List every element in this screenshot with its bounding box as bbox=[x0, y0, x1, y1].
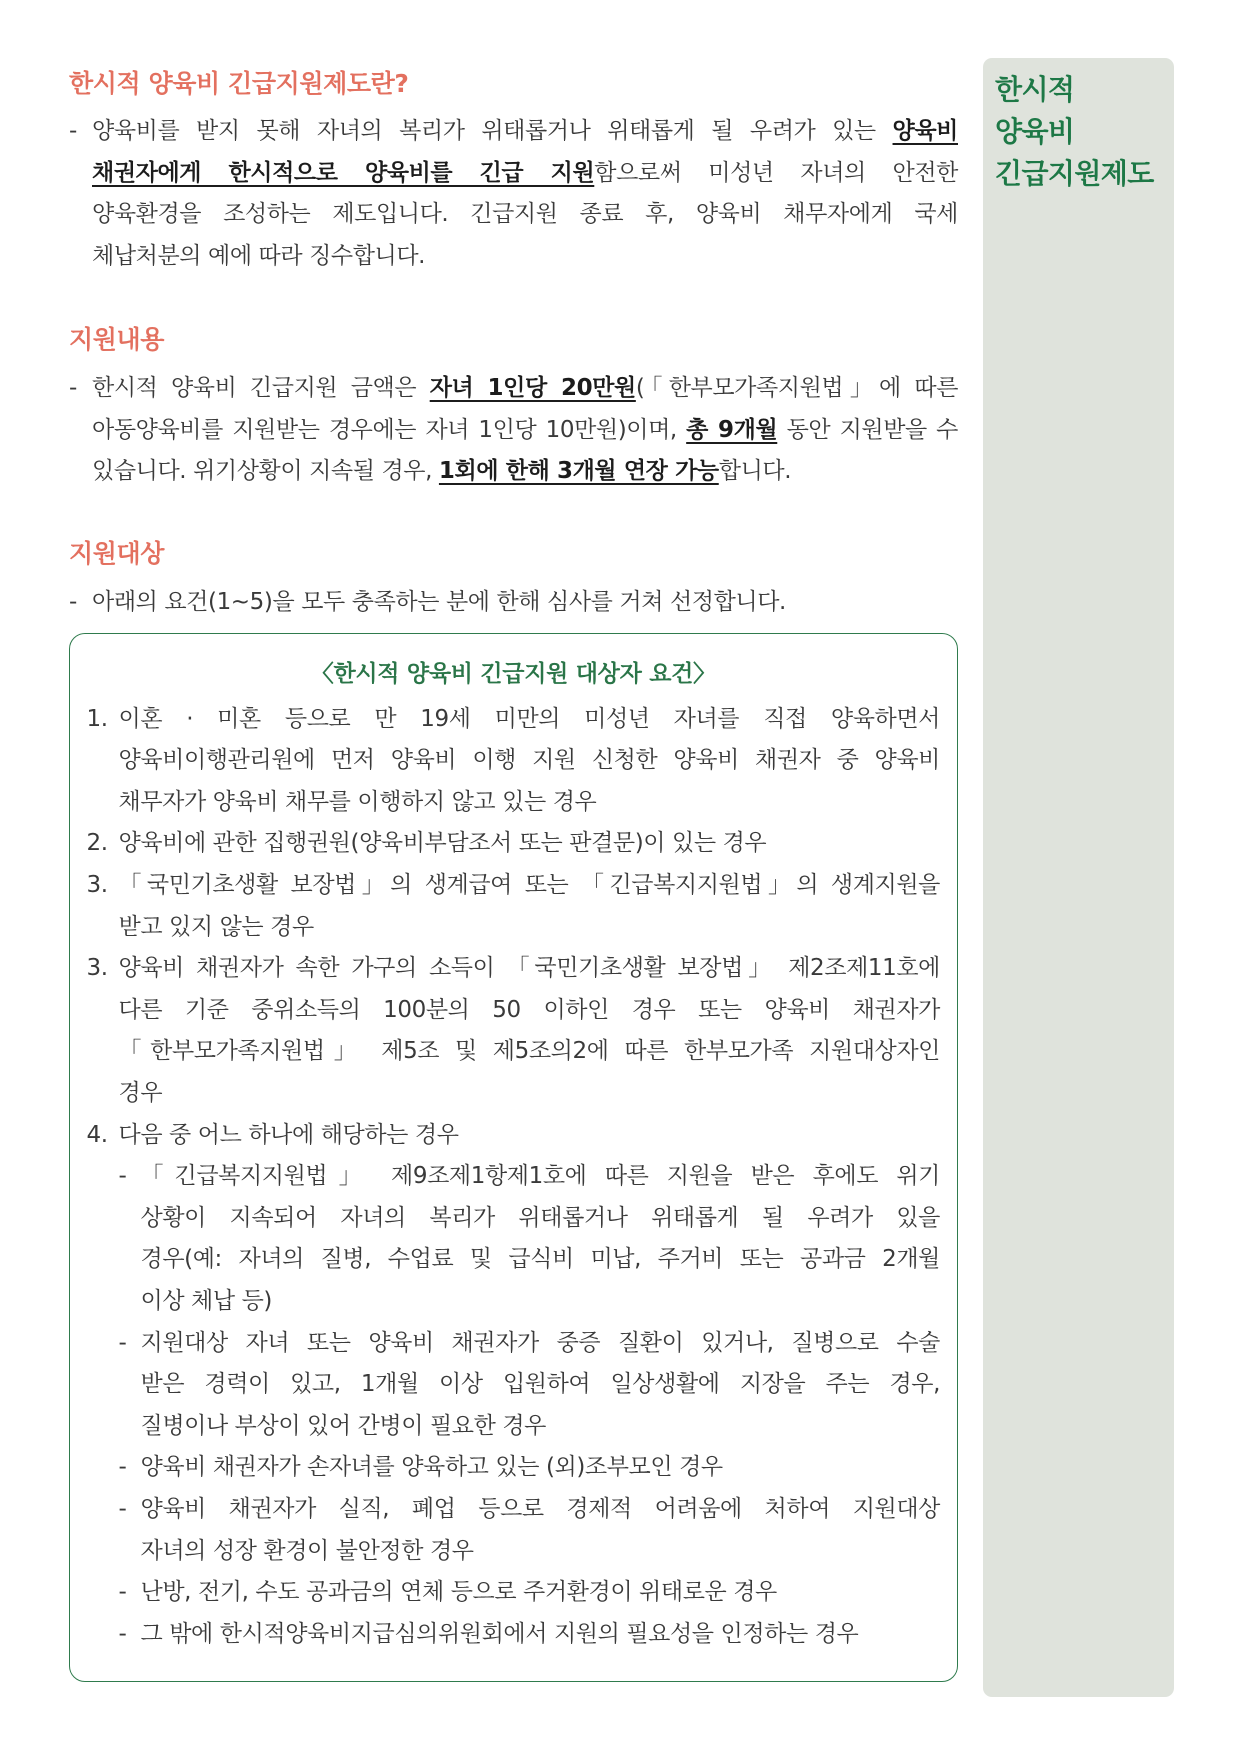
sub-lines bbox=[141, 1156, 941, 1322]
dash-bullet: - bbox=[69, 375, 77, 402]
text-line: 경우 bbox=[118, 1080, 163, 1107]
sub-requirement bbox=[119, 1489, 941, 1572]
text-line bbox=[92, 111, 958, 153]
section-about bbox=[69, 63, 958, 278]
item-lines bbox=[119, 948, 941, 1114]
requirements-box-title: 〈한시적 양육비 긴급지원 대상자 요건〉 bbox=[310, 660, 716, 687]
emphasis-text: 채권자에게 한시적으로 양육비를 긴급 지원 bbox=[92, 159, 595, 186]
text-line: 채무자가 양육비 채무를 이행하지 않고 있는 경우 bbox=[118, 788, 597, 815]
sub-requirement bbox=[119, 1614, 941, 1656]
emphasis-text: 1회에 한해 3개월 연장 가능 bbox=[438, 458, 719, 485]
sidebar-title-line: 양육비 bbox=[995, 115, 1075, 148]
text-run: (「한부모가족지원법」에 따른 bbox=[635, 375, 959, 402]
text-line: 「한부모가족지원법」 제5조 및 제5조의2에 따른 한부모가족 지원대상자인 bbox=[118, 1038, 940, 1065]
sub-requirement bbox=[119, 1323, 941, 1448]
text-line: 다음 중 어느 하나에 해당하는 경우 bbox=[118, 1121, 459, 1148]
sub-lines bbox=[141, 1614, 941, 1656]
text-run: 한시적 양육비 긴급지원 금액은 bbox=[92, 375, 430, 402]
text-line: 양육비 채권자가 손자녀를 양육하고 있는 (외)조부모인 경우 bbox=[140, 1454, 723, 1481]
requirements-list bbox=[87, 699, 941, 1656]
dash-bullet: - bbox=[118, 1495, 127, 1522]
text-line: 질병이나 부상이 있어 간병이 필요한 경우 bbox=[140, 1412, 546, 1439]
text-run: 체납처분의 예에 따라 징수합니다. bbox=[92, 242, 426, 269]
section-eligibility bbox=[69, 533, 958, 624]
text-line: 받고 있지 않는 경우 bbox=[118, 913, 314, 940]
requirement-item bbox=[87, 699, 941, 824]
section-heading-support: 지원내용 bbox=[69, 325, 165, 354]
emphasis-text: 총 9개월 bbox=[686, 416, 778, 443]
text-line bbox=[92, 153, 958, 195]
section-heading-eligibility: 지원대상 bbox=[69, 539, 165, 568]
section-heading-about: 한시적 양육비 긴급지원제도란? bbox=[69, 69, 409, 98]
text-line: 「긴급복지지원법」 제9조제1항제1호에 따른 지원을 받은 후에도 위기 bbox=[140, 1163, 940, 1190]
section-support bbox=[69, 319, 958, 493]
text-line: 이상 체납 등) bbox=[140, 1288, 272, 1314]
dash-bullet: - bbox=[118, 1163, 127, 1190]
text-line bbox=[92, 368, 958, 410]
emphasis-text: 양육비 bbox=[892, 118, 958, 145]
text-line: 「국민기초생활 보장법」의 생계급여 또는 「긴급복지지원법」의 생계지원을 bbox=[118, 872, 940, 899]
eligibility-paragraph bbox=[69, 582, 958, 624]
sub-requirement bbox=[119, 1447, 941, 1489]
dash-bullet: - bbox=[118, 1579, 127, 1606]
text-run: 양육환경을 조성하는 제도입니다. 긴급지원 종료 후, 양육비 채무자에게 국세 bbox=[92, 201, 958, 228]
text-line: 자녀의 성장 환경이 불안정한 경우 bbox=[140, 1537, 474, 1564]
dash-bullet: - bbox=[118, 1620, 127, 1647]
sidebar-title-line: 한시적 bbox=[995, 73, 1075, 106]
sub-requirement bbox=[119, 1156, 941, 1322]
text-run: 합니다. bbox=[718, 458, 792, 485]
dash-bullet: - bbox=[69, 589, 77, 616]
item-number: 1. bbox=[86, 705, 108, 732]
sub-lines bbox=[141, 1447, 941, 1489]
dash-bullet: - bbox=[118, 1329, 127, 1356]
item-number: 2. bbox=[86, 830, 108, 857]
text-line: 난방, 전기, 수도 공과금의 연체 등으로 주거환경이 위태로운 경우 bbox=[140, 1579, 777, 1606]
item-number: 4. bbox=[86, 1121, 108, 1148]
text-line bbox=[92, 451, 958, 493]
item-lines bbox=[119, 699, 941, 824]
item-lines bbox=[119, 865, 941, 948]
text-line bbox=[92, 194, 958, 236]
dash-bullet: - bbox=[118, 1454, 127, 1481]
text-run: 함으로써 미성년 자녀의 안전한 bbox=[594, 159, 958, 186]
sidebar-title-line: 긴급지원제도 bbox=[995, 157, 1154, 190]
text-run: 양육비를 받지 못해 자녀의 복리가 위태롭거나 위태롭게 될 우려가 있는 bbox=[92, 118, 893, 145]
text-run: 아동양육비를 지원받는 경우에는 자녀 1인당 10만원)이며, bbox=[92, 416, 687, 443]
requirement-item bbox=[87, 865, 941, 948]
item-lines bbox=[119, 823, 941, 865]
text-line: 이혼 · 미혼 등으로 만 19세 미만의 미성년 자녀를 직접 양육하면서 bbox=[118, 705, 940, 732]
dash-bullet: - bbox=[69, 118, 77, 145]
text-line: 지원대상 자녀 또는 양육비 채권자가 중증 질환이 있거나, 질병으로 수술 bbox=[140, 1329, 940, 1356]
paragraph-lines bbox=[92, 582, 958, 624]
requirement-item bbox=[87, 948, 941, 1114]
text-line: 양육비이행관리원에 먼저 양육비 이행 지원 신청한 양육비 채권자 중 양육비 bbox=[118, 747, 940, 774]
sub-lines bbox=[141, 1489, 941, 1572]
requirements-box bbox=[69, 633, 958, 1682]
text-line: 아래의 요건(1~5)을 모두 충족하는 분에 한해 심사를 거쳐 선정합니다. bbox=[92, 589, 786, 616]
sub-requirement bbox=[119, 1572, 941, 1614]
requirement-item bbox=[87, 1115, 941, 1656]
requirement-item bbox=[87, 823, 941, 865]
item-number: 3. bbox=[86, 872, 108, 899]
paragraph-lines bbox=[92, 111, 958, 277]
text-run: 있습니다. 위기상황이 지속될 경우, bbox=[92, 458, 439, 485]
sub-lines bbox=[141, 1323, 941, 1448]
text-line: 다른 기준 중위소득의 100분의 50 이하인 경우 또는 양육비 채권자가 bbox=[118, 996, 940, 1023]
paragraph-lines bbox=[92, 368, 958, 493]
support-paragraph bbox=[69, 368, 958, 493]
text-line bbox=[92, 410, 958, 452]
about-paragraph bbox=[69, 111, 958, 277]
text-line: 양육비에 관한 집행권원(양육비부담조서 또는 판결문)이 있는 경우 bbox=[118, 830, 767, 857]
text-line: 그 밖에 한시적양육비지급심의위원회에서 지원의 필요성을 인정하는 경우 bbox=[140, 1620, 859, 1647]
emphasis-text: 자녀 1인당 20만원 bbox=[429, 375, 636, 402]
text-line: 상황이 지속되어 자녀의 복리가 위태롭거나 위태롭게 될 우려가 있을 bbox=[140, 1204, 940, 1231]
sub-lines bbox=[141, 1572, 941, 1614]
sidebar-panel bbox=[983, 58, 1174, 1697]
text-line: 양육비 채권자가 실직, 폐업 등으로 경제적 어려움에 처하여 지원대상 bbox=[140, 1495, 940, 1522]
item-number: 3. bbox=[86, 955, 108, 982]
text-line: 양육비 채권자가 속한 가구의 소득이 「국민기초생활 보장법」 제2조제11호에 bbox=[118, 955, 940, 982]
item-lines bbox=[119, 1115, 941, 1656]
text-line: 받은 경력이 있고, 1개월 이상 입원하여 일상생활에 지장을 주는 경우, bbox=[140, 1371, 940, 1398]
text-line bbox=[92, 236, 958, 278]
text-run: 동안 지원받을 수 bbox=[777, 416, 958, 443]
text-line: 경우(예: 자녀의 질병, 수업료 및 급식비 미납, 주거비 또는 공과금 2개월 bbox=[140, 1246, 940, 1273]
